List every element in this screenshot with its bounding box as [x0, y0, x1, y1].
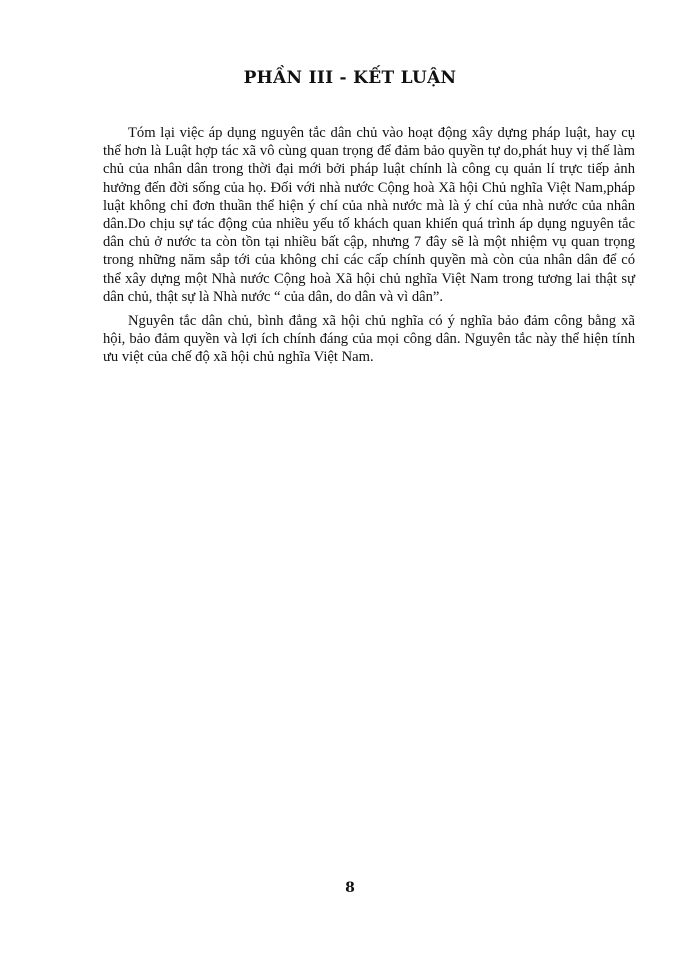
body-text [103, 124, 635, 373]
paragraph-conclusion: Tóm lại việc áp dụng nguyên tắc dân chủ vào hoạt động xây dựng pháp luật, hay cụ thể hơn là Luật hợp tác xã vô cùng quan trọng để đảm bảo quyền tự do,phát huy vị thế làm chủ của nhân dân trong thời đại mới bởi pháp luật chính là công cụ quản lí trực tiếp ảnh hưởng đến đời sống của họ. Đối với nhà nước Cộng hoà Xã hội Chủ nghĩa Việt Nam,pháp luật không chỉ đơn thuần thể hiện ý chí của nhà nước mà là ý chí của nhà nước của nhân dân.Do chịu sự tác động của nhiều yếu tố khách quan khiến quá trình áp dụng nguyên tắc dân chủ ở nước ta còn tồn tại nhiều bất cập, nhưng 7 đây sẽ là một nhiệm vụ quan trọng trong những năm sắp tới của không chỉ các cấp chính quyền mà còn của nhân dân để có thể xây dựng một Nhà nước Cộng hoà Xã hội chủ nghĩa Việt Nam trong tương lai thật sự dân chủ, thật sự là Nhà nước “ của dân, do dân và vì dân”. [103, 125, 635, 305]
paragraph-principle: Nguyên tắc dân chủ, bình đẳng xã hội chủ nghĩa có ý nghĩa bảo đảm công bằng xã hội, bảo đảm quyền và lợi ích chính đáng của mọi công dân. Nguyên tắc này thể hiện tính ưu việt của chế độ xã hội chủ nghĩa Việt Nam. [103, 313, 635, 366]
section-title: PHẦN III - KẾT LUẬN [243, 68, 457, 88]
page-number: 8 [345, 880, 355, 896]
